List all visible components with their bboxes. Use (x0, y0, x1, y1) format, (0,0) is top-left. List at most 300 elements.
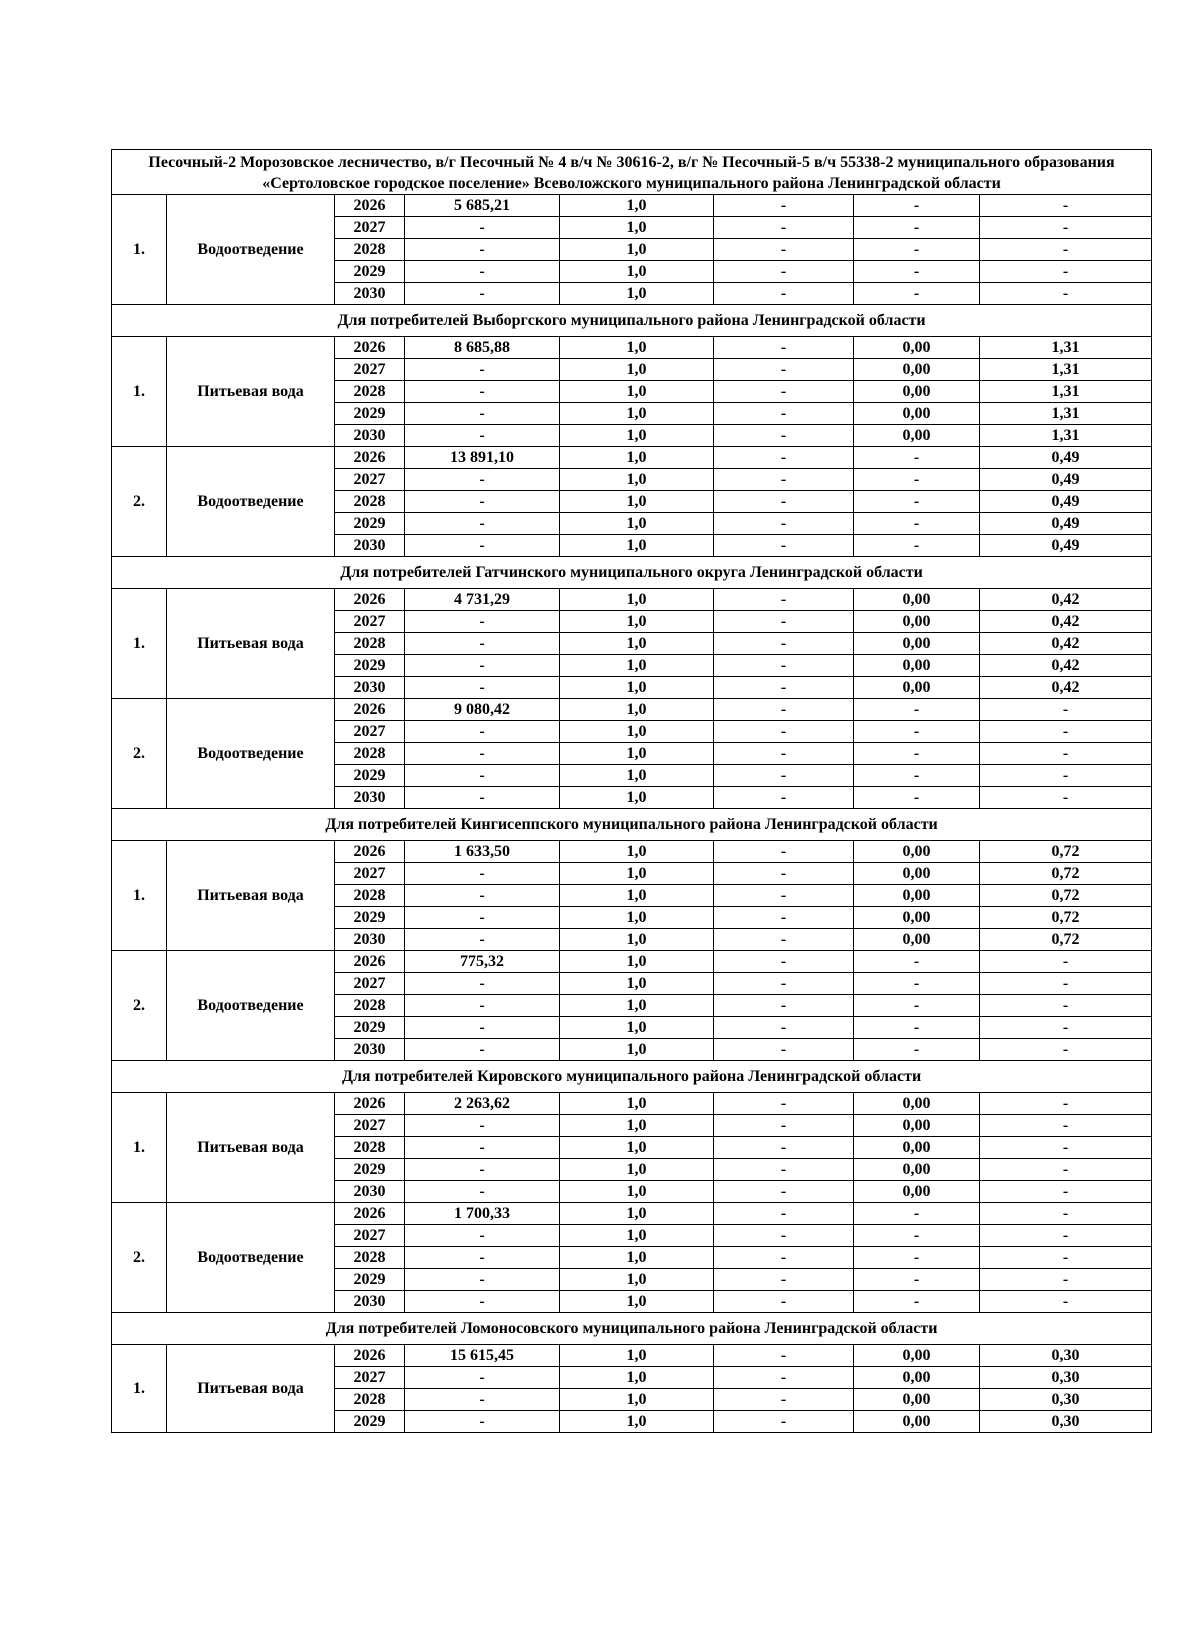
year-cell: 2027 (335, 217, 405, 239)
year-cell: 2027 (335, 1225, 405, 1247)
year-cell: 2028 (335, 491, 405, 513)
value-cell: - (714, 239, 854, 261)
value-cell: - (854, 1203, 980, 1225)
value-cell: - (980, 1247, 1152, 1269)
year-cell: 2026 (335, 337, 405, 359)
service-name: Питьевая вода (167, 1345, 335, 1433)
row-number: 1. (112, 195, 167, 305)
year-cell: 2026 (335, 447, 405, 469)
table-body (112, 150, 1152, 1433)
year-cell: 2029 (335, 403, 405, 425)
value-cell: 1,0 (560, 589, 714, 611)
value-cell: - (405, 535, 560, 557)
value-cell: - (714, 1137, 854, 1159)
year-cell: 2026 (335, 841, 405, 863)
value-cell: 1,0 (560, 283, 714, 305)
value-cell: - (405, 217, 560, 239)
value-cell: - (980, 787, 1152, 809)
value-cell: 1,0 (560, 1291, 714, 1313)
value-cell: 1,0 (560, 951, 714, 973)
value-cell: - (714, 513, 854, 535)
table-row (112, 699, 1152, 721)
value-cell: - (854, 765, 980, 787)
year-cell: 2028 (335, 1137, 405, 1159)
value-cell: 0,00 (854, 359, 980, 381)
value-cell: 1,0 (560, 1181, 714, 1203)
year-cell: 2030 (335, 677, 405, 699)
value-cell: - (854, 261, 980, 283)
value-cell: 1,0 (560, 885, 714, 907)
value-cell: - (714, 1411, 854, 1433)
value-cell: 0,42 (980, 611, 1152, 633)
value-cell: 1,0 (560, 217, 714, 239)
value-cell: - (405, 721, 560, 743)
value-cell: 1,0 (560, 513, 714, 535)
value-cell: 0,00 (854, 1411, 980, 1433)
value-cell: - (714, 283, 854, 305)
value-cell: 0,00 (854, 611, 980, 633)
value-cell: 0,42 (980, 633, 1152, 655)
value-cell: 1,0 (560, 359, 714, 381)
row-number: 2. (112, 447, 167, 557)
tariff-table (111, 149, 1152, 1433)
value-cell: - (854, 513, 980, 535)
value-cell: - (714, 1345, 854, 1367)
section-heading-row (112, 1061, 1152, 1093)
value-cell: 0,72 (980, 863, 1152, 885)
value-cell: - (714, 447, 854, 469)
year-cell: 2029 (335, 907, 405, 929)
value-cell: 1,0 (560, 929, 714, 951)
service-name: Водоотведение (167, 1203, 335, 1313)
value-cell: 0,00 (854, 885, 980, 907)
value-cell: 0,00 (854, 1137, 980, 1159)
value-cell: - (980, 261, 1152, 283)
value-cell: - (405, 1247, 560, 1269)
value-cell: - (405, 1411, 560, 1433)
value-cell: - (714, 885, 854, 907)
year-cell: 2028 (335, 995, 405, 1017)
value-cell: - (854, 1291, 980, 1313)
value-cell: - (714, 359, 854, 381)
value-cell: - (854, 1247, 980, 1269)
service-name: Водоотведение (167, 699, 335, 809)
value-cell: 0,00 (854, 1181, 980, 1203)
value-cell: - (854, 469, 980, 491)
value-cell: 1,0 (560, 765, 714, 787)
year-cell: 2029 (335, 1269, 405, 1291)
value-cell: 0,42 (980, 589, 1152, 611)
value-cell: 1,0 (560, 1389, 714, 1411)
value-cell: - (405, 929, 560, 951)
value-cell: - (405, 1225, 560, 1247)
value-cell: - (714, 699, 854, 721)
value-cell: 1,0 (560, 633, 714, 655)
value-cell: - (854, 217, 980, 239)
value-cell: 0,49 (980, 491, 1152, 513)
value-cell: 0,49 (980, 513, 1152, 535)
table-row (112, 195, 1152, 217)
value-cell: - (714, 1159, 854, 1181)
value-cell: - (405, 743, 560, 765)
value-cell: - (980, 765, 1152, 787)
section-heading-row (112, 305, 1152, 337)
value-cell: 5 685,21 (405, 195, 560, 217)
title-row (112, 150, 1152, 195)
value-cell: - (854, 951, 980, 973)
year-cell: 2029 (335, 655, 405, 677)
value-cell: 0,00 (854, 677, 980, 699)
value-cell: - (405, 1039, 560, 1061)
value-cell: - (714, 907, 854, 929)
value-cell: 1,0 (560, 239, 714, 261)
value-cell: - (854, 1225, 980, 1247)
value-cell: - (854, 195, 980, 217)
value-cell: - (405, 787, 560, 809)
value-cell: 1,0 (560, 863, 714, 885)
year-cell: 2028 (335, 633, 405, 655)
value-cell: - (405, 765, 560, 787)
value-cell: - (980, 195, 1152, 217)
section-heading: Для потребителей Кингисеппского муниципального района Ленинградской области (112, 809, 1152, 841)
value-cell: - (854, 1039, 980, 1061)
value-cell: - (405, 885, 560, 907)
value-cell: - (405, 1137, 560, 1159)
value-cell: - (980, 1093, 1152, 1115)
value-cell: 1,31 (980, 359, 1152, 381)
value-cell: 8 685,88 (405, 337, 560, 359)
value-cell: 0,42 (980, 655, 1152, 677)
value-cell: - (405, 239, 560, 261)
value-cell: - (714, 1017, 854, 1039)
value-cell: - (714, 469, 854, 491)
service-name: Питьевая вода (167, 589, 335, 699)
value-cell: 1,0 (560, 261, 714, 283)
value-cell: 1,0 (560, 469, 714, 491)
value-cell: - (980, 1269, 1152, 1291)
value-cell: 1,0 (560, 907, 714, 929)
year-cell: 2026 (335, 1093, 405, 1115)
year-cell: 2030 (335, 425, 405, 447)
value-cell: 0,00 (854, 381, 980, 403)
year-cell: 2029 (335, 1017, 405, 1039)
value-cell: 13 891,10 (405, 447, 560, 469)
value-cell: 1,0 (560, 743, 714, 765)
year-cell: 2030 (335, 535, 405, 557)
value-cell: 4 731,29 (405, 589, 560, 611)
value-cell: - (714, 841, 854, 863)
value-cell: - (854, 535, 980, 557)
value-cell: - (714, 381, 854, 403)
value-cell: - (405, 611, 560, 633)
table-row (112, 337, 1152, 359)
value-cell: - (714, 1269, 854, 1291)
value-cell: - (980, 1017, 1152, 1039)
value-cell: - (405, 655, 560, 677)
value-cell: 0,00 (854, 589, 980, 611)
value-cell: 1,0 (560, 535, 714, 557)
value-cell: 1,0 (560, 1017, 714, 1039)
value-cell: 1,0 (560, 1411, 714, 1433)
value-cell: 0,00 (854, 929, 980, 951)
value-cell: 1,31 (980, 337, 1152, 359)
value-cell: 1,0 (560, 1269, 714, 1291)
value-cell: 0,00 (854, 1367, 980, 1389)
value-cell: - (980, 1181, 1152, 1203)
value-cell: 1,0 (560, 973, 714, 995)
value-cell: 0,00 (854, 1159, 980, 1181)
value-cell: - (714, 1367, 854, 1389)
year-cell: 2027 (335, 611, 405, 633)
value-cell: - (854, 1269, 980, 1291)
table-row (112, 589, 1152, 611)
value-cell: - (854, 995, 980, 1017)
value-cell: 0,72 (980, 907, 1152, 929)
section-heading-row (112, 557, 1152, 589)
value-cell: 1,0 (560, 1039, 714, 1061)
service-name: Водоотведение (167, 951, 335, 1061)
year-cell: 2029 (335, 513, 405, 535)
value-cell: - (980, 995, 1152, 1017)
row-number: 1. (112, 337, 167, 447)
value-cell: - (405, 359, 560, 381)
value-cell: 775,32 (405, 951, 560, 973)
value-cell: - (714, 1203, 854, 1225)
value-cell: - (714, 655, 854, 677)
value-cell: 1,0 (560, 447, 714, 469)
value-cell: - (714, 1115, 854, 1137)
value-cell: - (405, 283, 560, 305)
value-cell: - (980, 283, 1152, 305)
value-cell: 0,00 (854, 633, 980, 655)
value-cell: - (714, 1225, 854, 1247)
value-cell: - (714, 677, 854, 699)
year-cell: 2026 (335, 1345, 405, 1367)
value-cell: 0,00 (854, 1389, 980, 1411)
year-cell: 2028 (335, 1247, 405, 1269)
section-heading-row (112, 809, 1152, 841)
value-cell: - (980, 699, 1152, 721)
value-cell: 0,00 (854, 425, 980, 447)
value-cell: 0,30 (980, 1345, 1152, 1367)
year-cell: 2026 (335, 195, 405, 217)
value-cell: - (854, 787, 980, 809)
value-cell: 1,0 (560, 1093, 714, 1115)
value-cell: 0,00 (854, 1345, 980, 1367)
value-cell: 1,0 (560, 787, 714, 809)
service-name: Питьевая вода (167, 1093, 335, 1203)
value-cell: - (714, 863, 854, 885)
value-cell: 1,0 (560, 1367, 714, 1389)
year-cell: 2028 (335, 381, 405, 403)
service-name: Питьевая вода (167, 841, 335, 951)
section-heading: Для потребителей Кировского муниципального района Ленинградской области (112, 1061, 1152, 1093)
value-cell: 0,30 (980, 1367, 1152, 1389)
value-cell: - (854, 699, 980, 721)
value-cell: 0,30 (980, 1411, 1152, 1433)
value-cell: - (714, 973, 854, 995)
value-cell: - (714, 611, 854, 633)
year-cell: 2028 (335, 885, 405, 907)
value-cell: - (405, 425, 560, 447)
year-cell: 2028 (335, 1389, 405, 1411)
value-cell: - (980, 973, 1152, 995)
value-cell: 0,72 (980, 929, 1152, 951)
value-cell: 0,00 (854, 907, 980, 929)
service-name: Водоотведение (167, 447, 335, 557)
value-cell: 0,00 (854, 841, 980, 863)
value-cell: - (854, 447, 980, 469)
section-heading: Для потребителей Ломоносовского муниципального района Ленинградской области (112, 1313, 1152, 1345)
value-cell: - (405, 633, 560, 655)
value-cell: - (980, 743, 1152, 765)
value-cell: - (405, 907, 560, 929)
value-cell: - (714, 403, 854, 425)
year-cell: 2027 (335, 973, 405, 995)
year-cell: 2028 (335, 239, 405, 261)
value-cell: - (405, 995, 560, 1017)
value-cell: 0,00 (854, 1115, 980, 1137)
year-cell: 2027 (335, 1367, 405, 1389)
value-cell: 1,0 (560, 1159, 714, 1181)
year-cell: 2026 (335, 699, 405, 721)
value-cell: - (714, 425, 854, 447)
section-heading-row (112, 1313, 1152, 1345)
year-cell: 2027 (335, 359, 405, 381)
value-cell: - (405, 1115, 560, 1137)
value-cell: 1,0 (560, 1137, 714, 1159)
value-cell: 0,00 (854, 403, 980, 425)
value-cell: 1,31 (980, 381, 1152, 403)
value-cell: 0,42 (980, 677, 1152, 699)
value-cell: - (714, 217, 854, 239)
year-cell: 2030 (335, 929, 405, 951)
value-cell: - (714, 491, 854, 513)
value-cell: - (854, 973, 980, 995)
value-cell: - (980, 1115, 1152, 1137)
value-cell: - (714, 1039, 854, 1061)
value-cell: - (714, 765, 854, 787)
value-cell: - (405, 1181, 560, 1203)
row-number: 2. (112, 951, 167, 1061)
value-cell: - (714, 1389, 854, 1411)
table-row (112, 841, 1152, 863)
value-cell: 1,0 (560, 655, 714, 677)
value-cell: 1,0 (560, 403, 714, 425)
value-cell: 9 080,42 (405, 699, 560, 721)
year-cell: 2027 (335, 863, 405, 885)
value-cell: 1,0 (560, 1203, 714, 1225)
value-cell: 1,0 (560, 425, 714, 447)
value-cell: 1,0 (560, 381, 714, 403)
value-cell: - (405, 1367, 560, 1389)
value-cell: 0,00 (854, 655, 980, 677)
year-cell: 2028 (335, 743, 405, 765)
value-cell: - (854, 239, 980, 261)
value-cell: - (714, 1093, 854, 1115)
year-cell: 2030 (335, 1181, 405, 1203)
value-cell: - (405, 677, 560, 699)
value-cell: 1 633,50 (405, 841, 560, 863)
value-cell: - (980, 721, 1152, 743)
value-cell: - (980, 1291, 1152, 1313)
value-cell: - (980, 1225, 1152, 1247)
year-cell: 2029 (335, 1411, 405, 1433)
value-cell: 1,0 (560, 1225, 714, 1247)
value-cell: - (405, 863, 560, 885)
value-cell: 1,31 (980, 425, 1152, 447)
section-heading: Для потребителей Выборгского муниципального района Ленинградской области (112, 305, 1152, 337)
value-cell: 1 700,33 (405, 1203, 560, 1225)
value-cell: 1,0 (560, 611, 714, 633)
row-number: 2. (112, 1203, 167, 1313)
value-cell: 0,49 (980, 447, 1152, 469)
year-cell: 2026 (335, 1203, 405, 1225)
value-cell: - (714, 589, 854, 611)
value-cell: - (980, 1203, 1152, 1225)
value-cell: - (714, 633, 854, 655)
value-cell: - (980, 951, 1152, 973)
value-cell: - (405, 1159, 560, 1181)
value-cell: 1,0 (560, 491, 714, 513)
value-cell: 0,72 (980, 885, 1152, 907)
value-cell: - (714, 1181, 854, 1203)
value-cell: - (714, 721, 854, 743)
table-row (112, 951, 1152, 973)
value-cell: 1,0 (560, 995, 714, 1017)
value-cell: - (714, 1247, 854, 1269)
service-name: Питьевая вода (167, 337, 335, 447)
year-cell: 2027 (335, 721, 405, 743)
row-number: 1. (112, 841, 167, 951)
year-cell: 2030 (335, 283, 405, 305)
value-cell: - (405, 261, 560, 283)
table-row (112, 1345, 1152, 1367)
value-cell: 2 263,62 (405, 1093, 560, 1115)
value-cell: - (714, 951, 854, 973)
row-number: 1. (112, 589, 167, 699)
value-cell: - (405, 1269, 560, 1291)
value-cell: 15 615,45 (405, 1345, 560, 1367)
value-cell: - (714, 337, 854, 359)
value-cell: 1,0 (560, 1345, 714, 1367)
value-cell: 1,0 (560, 677, 714, 699)
value-cell: - (854, 743, 980, 765)
value-cell: - (405, 491, 560, 513)
row-number: 1. (112, 1345, 167, 1433)
year-cell: 2027 (335, 469, 405, 491)
value-cell: - (714, 787, 854, 809)
value-cell: - (714, 743, 854, 765)
year-cell: 2027 (335, 1115, 405, 1137)
value-cell: 1,0 (560, 1115, 714, 1137)
value-cell: - (714, 929, 854, 951)
value-cell: - (714, 995, 854, 1017)
year-cell: 2030 (335, 1039, 405, 1061)
year-cell: 2029 (335, 765, 405, 787)
value-cell: - (980, 217, 1152, 239)
value-cell: - (714, 261, 854, 283)
value-cell: 1,31 (980, 403, 1152, 425)
value-cell: - (854, 721, 980, 743)
value-cell: - (854, 491, 980, 513)
year-cell: 2030 (335, 787, 405, 809)
value-cell: - (714, 195, 854, 217)
value-cell: 0,49 (980, 469, 1152, 491)
value-cell: - (980, 1159, 1152, 1181)
value-cell: 0,49 (980, 535, 1152, 557)
row-number: 2. (112, 699, 167, 809)
